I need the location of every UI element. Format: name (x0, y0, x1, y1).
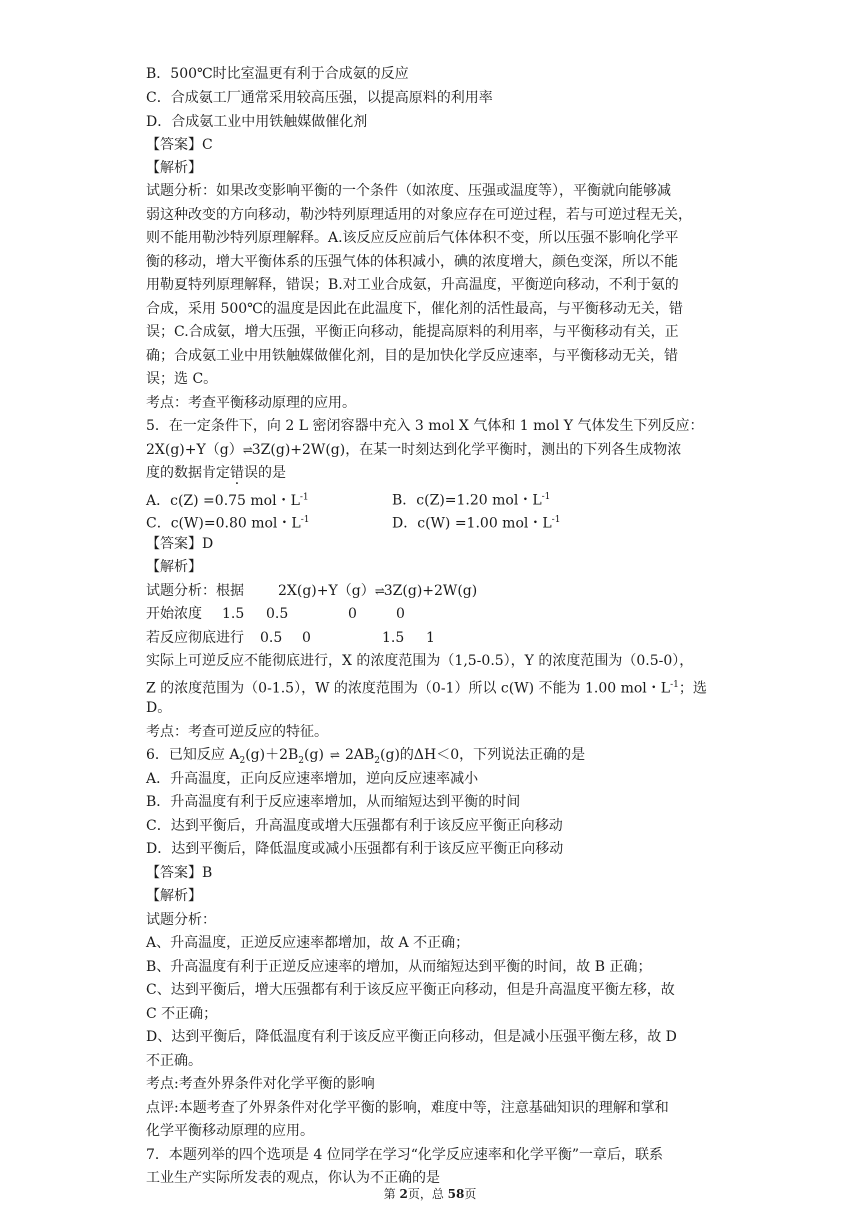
option-text: B．c(Z)=1.20 mol・L (392, 492, 542, 509)
stem-text: (g)的ΔH＜0，下列说法正确的是 (380, 747, 586, 763)
q4-option-c: C．合成氨工厂通常采用较高压强，以提高原料的利用率 (146, 90, 493, 106)
q6-option-b: B．升高温度有利于反应速率增加，从而缩短达到平衡的时间 (146, 794, 521, 810)
total-pages: 58 (447, 1187, 465, 1201)
stem-text: (g)＋2B (245, 747, 299, 763)
subscript: 2 (239, 755, 246, 766)
q4-option-d: D．合成氨工业中用铁触媒做催化剂 (146, 114, 368, 130)
q7-stem-line: 7．本题列举的四个选项是 4 位同学在学习“化学反应速率和化学平衡”一章后，联系 (146, 1147, 664, 1163)
q6-answer: 【答案】B (146, 865, 213, 881)
option-text: D．c(W) =1.00 mol・L (392, 515, 552, 532)
q5-analysis-label: 【解析】 (146, 559, 202, 575)
q5-row-value: 1.5 (382, 630, 405, 646)
q6-stem (146, 747, 585, 769)
q5-row-value: 1 (426, 630, 435, 646)
equilibrium-arrow-icon: ⇌ (242, 443, 252, 457)
q4-analysis-line: 弱这种改变的方向移动，勒沙特列原理适用的对象应存在可逆过程，若与可逆过程无关， (146, 207, 692, 223)
q5-option-d (392, 512, 560, 532)
q5-options-row (146, 489, 309, 509)
q6-analysis-line: B、升高温度有利于正逆反应速率的增加，从而缩短达到平衡的时间，故 B 正确； (146, 959, 652, 975)
equilibrium-arrow-icon: ⇌ (374, 584, 384, 598)
emphasis-char: 错 (230, 465, 244, 481)
explanation-text: ；选 (678, 680, 707, 697)
q6-analysis-line: 不正确。 (146, 1053, 202, 1069)
equation-left: 2X(g)+Y（g） (278, 583, 375, 599)
q4-answer: 【答案】C (146, 137, 213, 153)
q6-option-a: A．升高温度，正向反应速率增加，逆向反应速率减小 (146, 771, 479, 787)
stem-text: 6．已知反应 A (146, 747, 240, 763)
q6-analysis-line: D、达到平衡后，降低温度有利于该反应平衡正向移动，但是减小压强平衡左移，故 D (146, 1029, 677, 1045)
q5-row-value: 1.5 (222, 606, 245, 622)
q5-stem-text: 度的数据肯定 (146, 465, 230, 481)
q5-row-value: 0 (348, 606, 357, 622)
explanation-text: Z 的浓度范围为（0-1.5），W 的浓度范围为（0-1）所以 c(W) 不能为 1.00 mol・L (146, 680, 671, 697)
page-footer (0, 1185, 860, 1202)
superscript: -1 (670, 680, 679, 690)
q5-explanation-line: D。 (146, 700, 172, 716)
q6-analysis-line: 试题分析： (146, 912, 216, 928)
q4-analysis-line: 误；C.合成氨，增大压强，平衡正向移动，能提高原料的利用率，与平衡移动有关，正 (146, 324, 679, 340)
q5-explanation-line (146, 677, 707, 697)
q6-analysis-line: A、升高温度，正逆反应速率都增加，故 A 不正确； (146, 935, 470, 951)
q5-stem-text: 误的是 (244, 465, 286, 481)
q4-option-b: B．500℃时比室温更有利于合成氨的反应 (146, 66, 409, 82)
footer-text: 页，总 (407, 1187, 448, 1201)
stem-text: 2AB (344, 747, 375, 763)
superscript: -1 (299, 492, 309, 502)
q6-analysis-label: 【解析】 (146, 888, 202, 904)
q5-answer: 【答案】D (146, 536, 214, 552)
q5-option-b (392, 489, 550, 509)
q4-analysis-line: 误；选 C。 (146, 371, 218, 387)
subscript: 2 (298, 755, 305, 766)
equilibrium-arrow-icon: ⇌ (329, 748, 339, 762)
superscript: -1 (541, 492, 551, 502)
q6-analysis-line: C 不正确； (146, 1006, 218, 1022)
superscript: -1 (551, 515, 561, 525)
q6-option-c: C．达到平衡后，升高温度或增大压强都有利于该反应平衡正向移动 (146, 818, 563, 834)
q5-equation-right: 3Z(g)+2W(g)，在某一时刻达到化学平衡时，测出的下列各生成物浓 (251, 442, 682, 458)
q5-option-a (146, 493, 309, 509)
superscript: -1 (300, 515, 310, 525)
q5-row-value: 0 (302, 630, 311, 646)
q5-row-value: 0.5 (260, 630, 283, 646)
q7-stem-line: 工业生产实际所发表的观点，你认为不正确的是 (146, 1170, 440, 1186)
q5-stem-line (146, 465, 286, 481)
q4-analysis-line: 合成，采用 500℃的温度是因此在此温度下，催化剂的活性最高，与平衡移动无关，错 (146, 301, 683, 317)
q5-kaodian: 考点：考查可逆反应的特征。 (146, 724, 328, 740)
q5-stem-line: 5．在一定条件下，向 2 L 密闭容器中充入 3 mol X 气体和 1 mol Y 气体发生下列反应： (146, 418, 704, 434)
q4-analysis-line: 则不能用勒沙特列原理解释。A.该反应反应前后气体体积不变，所以压强不影响化学平 (146, 230, 679, 246)
q5-stem-line (146, 442, 681, 458)
q5-analysis-equation (146, 583, 477, 599)
footer-text: 页 (464, 1187, 477, 1201)
q6-analysis-line: C、达到平衡后，增大压强都有利于该反应平衡正向移动，但是升高温度平衡左移，故 (146, 982, 675, 998)
option-text: A．c(Z) =0.75 mol・L (146, 492, 300, 509)
q6-dianping: 化学平衡移动原理的应用。 (146, 1123, 314, 1139)
q4-analysis-line: 衡的移动，增大平衡体系的压强气体的体积减小，碘的浓度增大，颜色变深，所以不能 (146, 254, 678, 270)
q6-option-d: D．达到平衡后，降低温度或减小压强都有利于该反应平衡正向移动 (146, 841, 564, 857)
q5-option-c (146, 512, 309, 532)
q6-dianping: 点评:本题考查了外界条件对化学平衡的影响，难度中等，注意基础知识的理解和掌和 (146, 1100, 669, 1116)
footer-text: 第 (383, 1187, 400, 1201)
equation-right: 3Z(g)+2W(g) (383, 583, 478, 599)
subscript: 2 (374, 755, 381, 766)
page-number: 2 (399, 1187, 408, 1201)
q5-row-value: 0.5 (266, 606, 289, 622)
q4-analysis-line: 确；合成氨工业中用铁触媒做催化剂，目的是加快化学反应速率，与平衡移动无关，错 (146, 348, 678, 364)
q4-analysis-label: 【解析】 (146, 160, 202, 176)
q4-analysis-line: 试题分析：如果改变影响平衡的一个条件（如浓度、压强或温度等），平衡就向能够减 (146, 183, 671, 199)
option-text: C．c(W)=0.80 mol・L (146, 515, 301, 532)
q5-row-initial-label: 开始浓度 (146, 606, 202, 622)
q5-row-complete-label: 若反应彻底进行 (146, 630, 244, 646)
stem-text: (g) (304, 747, 324, 763)
q5-row-value: 0 (396, 606, 405, 622)
q5-equation-left: 2X(g)+Y（g） (146, 442, 243, 458)
q6-kaodian: 考点:考查外界条件对化学平衡的影响 (146, 1076, 375, 1092)
q4-analysis-line: 用勒夏特列原理解释，错误；B.对工业合成氨，升高温度，平衡逆向移动，不利于氨的 (146, 277, 679, 293)
analysis-prefix: 试题分析：根据 (146, 583, 244, 599)
q5-explanation-line: 实际上可逆反应不能彻底进行，X 的浓度范围为（1,5-0.5），Y 的浓度范围为（0.5-0）， (146, 653, 694, 669)
q4-kaodian: 考点：考查平衡移动原理的应用。 (146, 395, 356, 411)
